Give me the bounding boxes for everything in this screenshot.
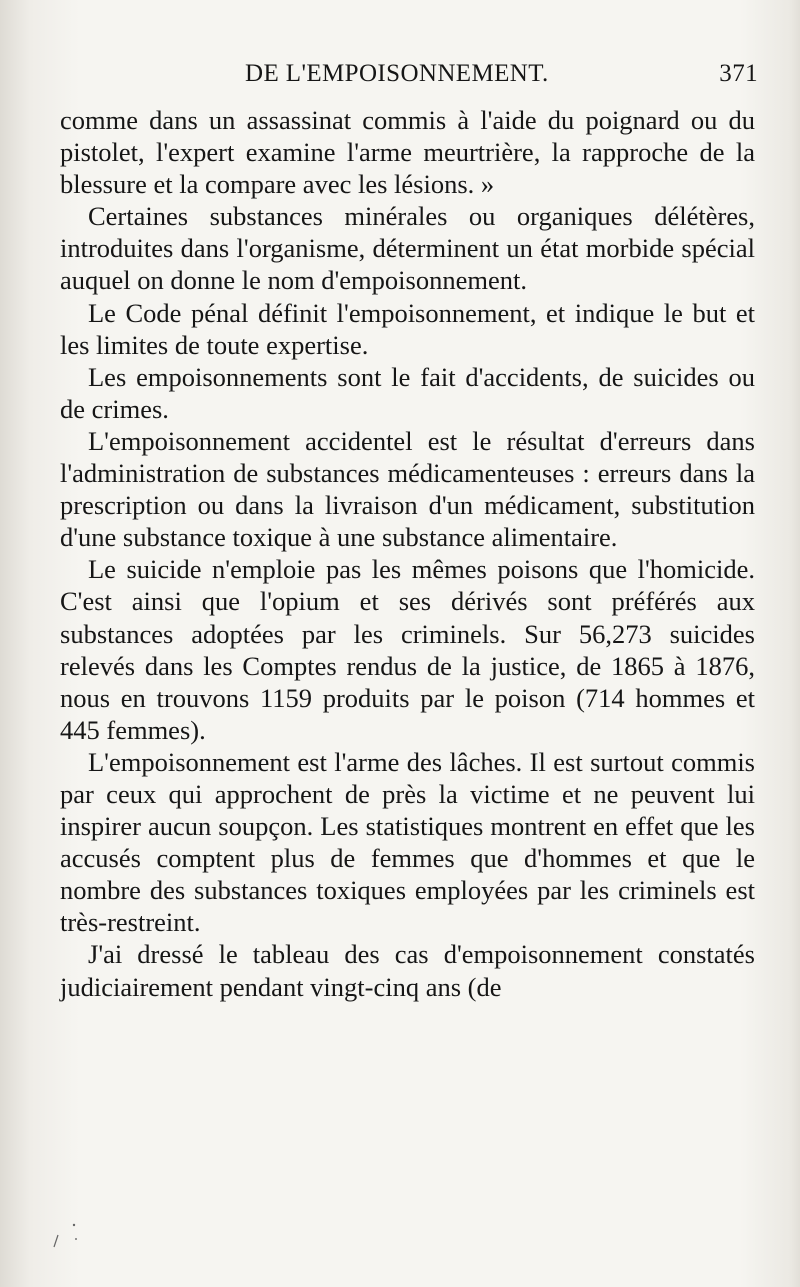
paragraph: Le suicide n'emploie pas les mêmes poisons que l'homicide. C'est ainsi que l'opium et ses dérivés sont préférés aux substances adoptées par les criminels. Sur 56,273 suicides relevés dans les Comptes rendus de la justice, de 1865 à 1876, nous en trouvons 1159 produits par le poison (714 hommes et 445 femmes). (60, 554, 755, 745)
paragraph: J'ai dressé le tableau des cas d'empoisonnement constatés judiciairement pendant vingt-cinq ans (de (60, 939, 755, 1002)
speck-marks (40, 1205, 120, 1255)
page-number: 371 (719, 60, 758, 87)
page-header (60, 58, 760, 92)
paragraph-continuation: comme dans un assassinat commis à l'aide du poignard ou du pistolet, l'expert examine l'arme meurtrière, la rapproche de la blessure et la compare avec les lésions. » (60, 105, 755, 200)
paragraph: Le Code pénal définit l'empoisonnement, et indique le but et les limites de toute expertise. (60, 297, 755, 360)
print-specks (40, 1205, 120, 1255)
paragraph: Certaines substances minérales ou organiques délétères, introduites dans l'organisme, déterminent un état morbide spécial auquel on donne le nom d'empoisonnement. (60, 201, 755, 296)
body-text (60, 104, 755, 1003)
paragraph: L'empoisonnement accidentel est le résultat d'erreurs dans l'administration de substances médicamenteuses : erreurs dans la prescription ou dans la livraison d'un médicament, substitution d'une substance toxique à une substance alimentaire. (60, 425, 755, 553)
paragraph: L'empoisonnement est l'arme des lâches. Il est surtout commis par ceux qui approchent de près la victime et ne peuvent lui inspirer aucun soupçon. Les statistiques montrent en effet que les accusés comptent plus de femmes que d'hommes et que le nombre des substances toxiques employées par les criminels est très-restreint. (60, 746, 755, 938)
paragraph: Les empoisonnements sont le fait d'accidents, de suicides ou de crimes. (60, 361, 755, 424)
running-title: DE L'EMPOISONNEMENT. (245, 60, 549, 87)
